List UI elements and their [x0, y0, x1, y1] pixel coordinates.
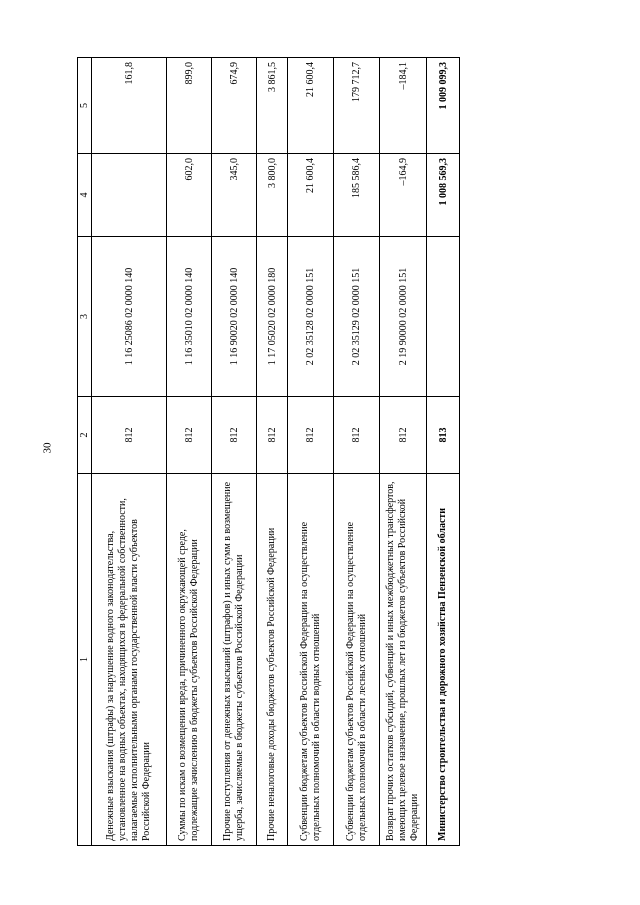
header-col-5: 5 [78, 58, 92, 154]
row-value-plan: 1 008 569,3 [427, 154, 460, 237]
row-description: Прочие поступления от денежных взысканий (штрафов) и иных сумм в возмещение ущерба, зачисляемые в бюджеты субъектов Российской Федерации [212, 474, 257, 846]
table-row [334, 58, 380, 846]
table-row-ministry-total [427, 58, 460, 846]
header-col-4: 4 [78, 154, 92, 237]
page-number: 30 [41, 442, 54, 454]
row-value-actual: 899,0 [167, 58, 212, 154]
row-value-actual: 21 600,4 [288, 58, 334, 154]
row-value-actual: –184,1 [380, 58, 427, 154]
row-value-actual: 674,9 [212, 58, 257, 154]
table-row [257, 58, 288, 846]
row-admin-code: 812 [380, 397, 427, 474]
row-budget-code: 1 17 05020 02 0000 180 [257, 237, 288, 397]
header-row [78, 58, 92, 846]
row-description: Суммы по искам о возмещении вреда, причиненного окружающей среде, подлежащие зачислению в бюджеты субъектов Российской Федерации [167, 474, 212, 846]
row-description: Прочие неналоговые доходы бюджетов субъектов Российской Федерации [257, 474, 288, 846]
row-admin-code: 812 [212, 397, 257, 474]
header-col-2: 2 [78, 397, 92, 474]
row-budget-code: 1 16 25086 02 0000 140 [92, 237, 167, 397]
table-row [167, 58, 212, 846]
row-value-actual: 179 712,7 [334, 58, 380, 154]
row-admin-code: 812 [92, 397, 167, 474]
table-row [380, 58, 427, 846]
row-value-actual: 3 861,5 [257, 58, 288, 154]
row-budget-code [427, 237, 460, 397]
row-budget-code: 2 02 35128 02 0000 151 [288, 237, 334, 397]
row-admin-code: 812 [257, 397, 288, 474]
row-budget-code: 1 16 35010 02 0000 140 [167, 237, 212, 397]
table-row [288, 58, 334, 846]
row-value-plan [92, 154, 167, 237]
row-value-plan: 345,0 [212, 154, 257, 237]
revenue-table [77, 57, 460, 846]
header-col-3: 3 [78, 237, 92, 397]
row-admin-code: 812 [288, 397, 334, 474]
row-description: Министерство строительства и дорожного хозяйства Пензенской области [427, 474, 460, 846]
row-description: Денежные взыскания (штрафы) за нарушение водного законодательства, установленное на водных объектах, находящихся в федеральной собственности, налагаемые исполнительными органами государственной власти субъектов Российской Федерации [92, 474, 167, 846]
row-budget-code: 2 19 90000 02 0000 151 [380, 237, 427, 397]
row-value-actual: 1 009 099,3 [427, 58, 460, 154]
row-admin-code: 812 [334, 397, 380, 474]
row-value-plan: 185 586,4 [334, 154, 380, 237]
row-budget-code: 2 02 35129 02 0000 151 [334, 237, 380, 397]
rotated-table-container [77, 58, 457, 846]
row-description: Субвенции бюджетам субъектов Российской Федерации на осуществление отдельных полномочий в области водных отношений [288, 474, 334, 846]
row-value-plan: 21 600,4 [288, 154, 334, 237]
row-budget-code: 1 16 90020 02 0000 140 [212, 237, 257, 397]
row-value-plan: 3 800,0 [257, 154, 288, 237]
header-col-1: 1 [78, 474, 92, 846]
row-value-actual: 161,8 [92, 58, 167, 154]
row-description: Возврат прочих остатков субсидий, субвенций и иных межбюджетных трансфертов, имеющих целевое назначение, прошлых лет из бюджетов субъектов Российской Федерации [380, 474, 427, 846]
row-value-plan: –164,9 [380, 154, 427, 237]
row-description: Субвенции бюджетам субъектов Российской Федерации на осуществление отдельных полномочий в области лесных отношений [334, 474, 380, 846]
row-value-plan: 602,0 [167, 154, 212, 237]
table-row [92, 58, 167, 846]
table-row [212, 58, 257, 846]
row-admin-code: 813 [427, 397, 460, 474]
row-admin-code: 812 [167, 397, 212, 474]
